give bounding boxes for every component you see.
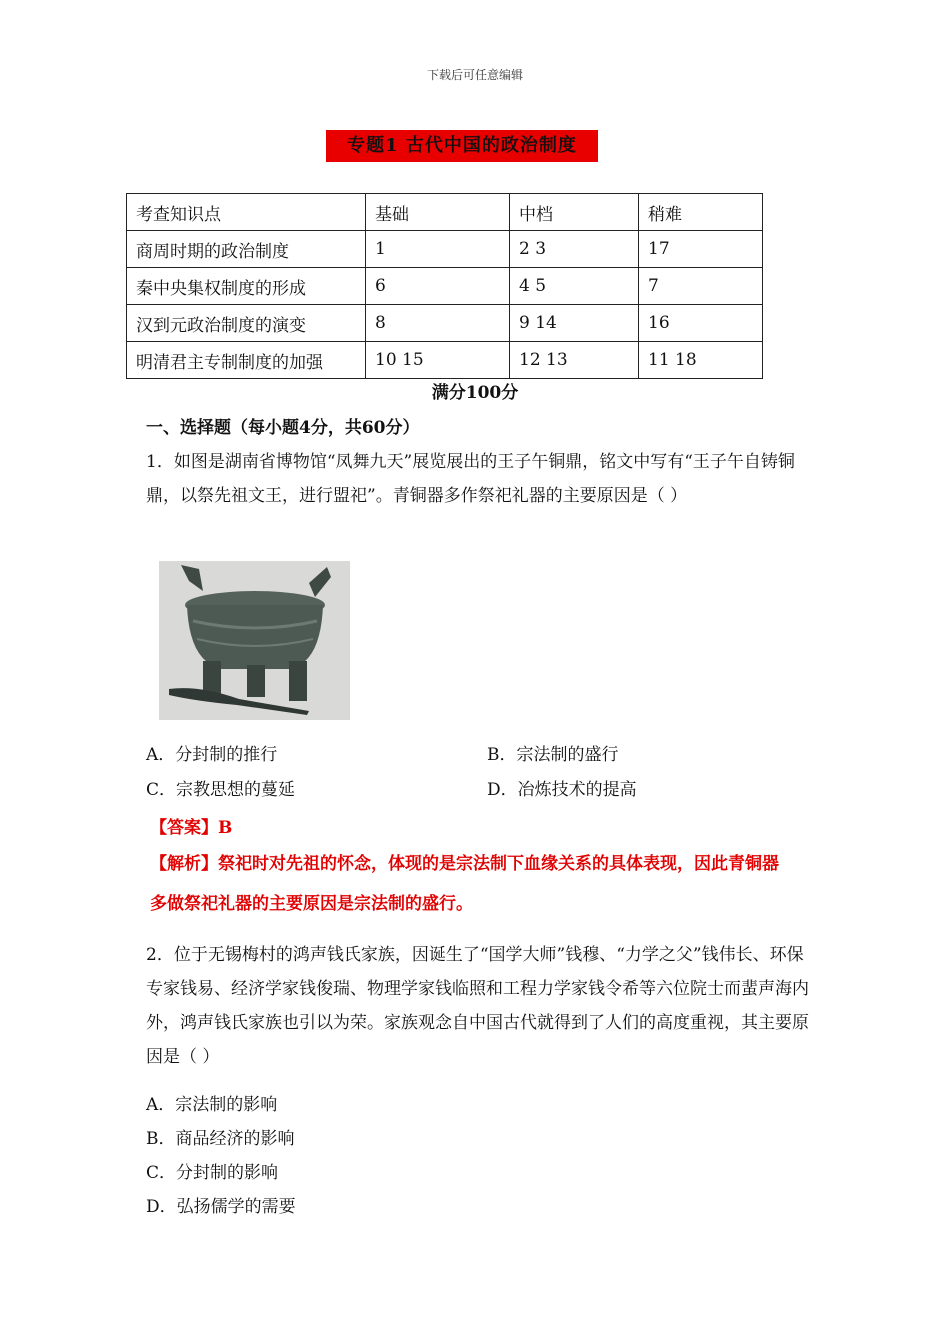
table-cell: 16 — [639, 305, 763, 342]
table-row — [127, 305, 763, 342]
q1-option-b: B．宗法制的盛行 — [487, 745, 619, 765]
knowledge-point-table — [126, 193, 763, 379]
section-title: 一、选择题（每小题4分，共60分） — [146, 418, 420, 438]
table-row — [127, 342, 763, 379]
table-cell: 基础 — [366, 194, 510, 231]
table-cell: 17 — [639, 231, 763, 268]
table-cell: 2 3 — [510, 231, 639, 268]
q1-option-a: A．分封制的推行 — [146, 745, 278, 765]
table-cell: 11 18 — [639, 342, 763, 379]
table-cell: 中档 — [510, 194, 639, 231]
question-1-stem: 1．如图是湖南省博物馆“凤舞九天”展览展出的王子午铜鼎，铭文中写有“王子午自铸铜鼎，以祭先祖文王，进行盟祀”。青铜器多作祭祀礼器的主要原因是（ ） — [146, 452, 795, 506]
table-cell: 8 — [366, 305, 510, 342]
table-row — [127, 268, 763, 305]
full-score: 满分100分 — [431, 383, 519, 403]
header-note: 下载后可任意编辑 — [426, 68, 523, 82]
table-cell: 秦中央集权制度的形成 — [127, 268, 366, 305]
question-2-stem: 2．位于无锡梅村的鸿声钱氏家族，因诞生了“国学大师”钱穆、“力学之父”钱伟长、环保专家钱易、经济学家钱俊瑞、物理学家钱临照和工程力学家钱令希等六位院士而蜚声海内外，鸿声钱氏家族也引以为荣。家族观念自中国古代就得到了人们的高度重视，其主要原因是（ ） — [146, 945, 809, 1067]
table-cell: 商周时期的政治制度 — [127, 231, 366, 268]
q1-answer: 【答案】B — [150, 818, 233, 838]
table-row — [127, 231, 763, 268]
q1-option-c: C．宗教思想的蔓延 — [146, 780, 296, 800]
q2-option-c: C．分封制的影响 — [146, 1163, 279, 1183]
table-cell: 考查知识点 — [127, 194, 366, 231]
table-cell: 10 15 — [366, 342, 510, 379]
table-cell: 12 13 — [510, 342, 639, 379]
q2-option-b: B．商品经济的影响 — [146, 1129, 295, 1149]
page-title: 专题1 古代中国的政治制度 — [326, 130, 598, 162]
table-row — [127, 194, 763, 231]
table-cell: 6 — [366, 268, 510, 305]
q2-option-a: A．宗法制的影响 — [146, 1095, 278, 1115]
q2-option-d: D．弘扬儒学的需要 — [146, 1197, 296, 1217]
table-cell: 9 14 — [510, 305, 639, 342]
q1-explanation: 【解析】祭祀时对先祖的怀念，体现的是宗法制下血缘关系的具体表现，因此青铜器多做祭祀礼器的主要原因是宗法制的盛行。 — [150, 854, 779, 914]
bronze-ding-image — [159, 561, 350, 720]
table-cell: 1 — [366, 231, 510, 268]
table-cell: 汉到元政治制度的演变 — [127, 305, 366, 342]
table-cell: 稍难 — [639, 194, 763, 231]
table-cell: 7 — [639, 268, 763, 305]
table-cell: 明清君主专制制度的加强 — [127, 342, 366, 379]
table-cell: 4 5 — [510, 268, 639, 305]
q1-option-d: D．冶炼技术的提高 — [487, 780, 637, 800]
